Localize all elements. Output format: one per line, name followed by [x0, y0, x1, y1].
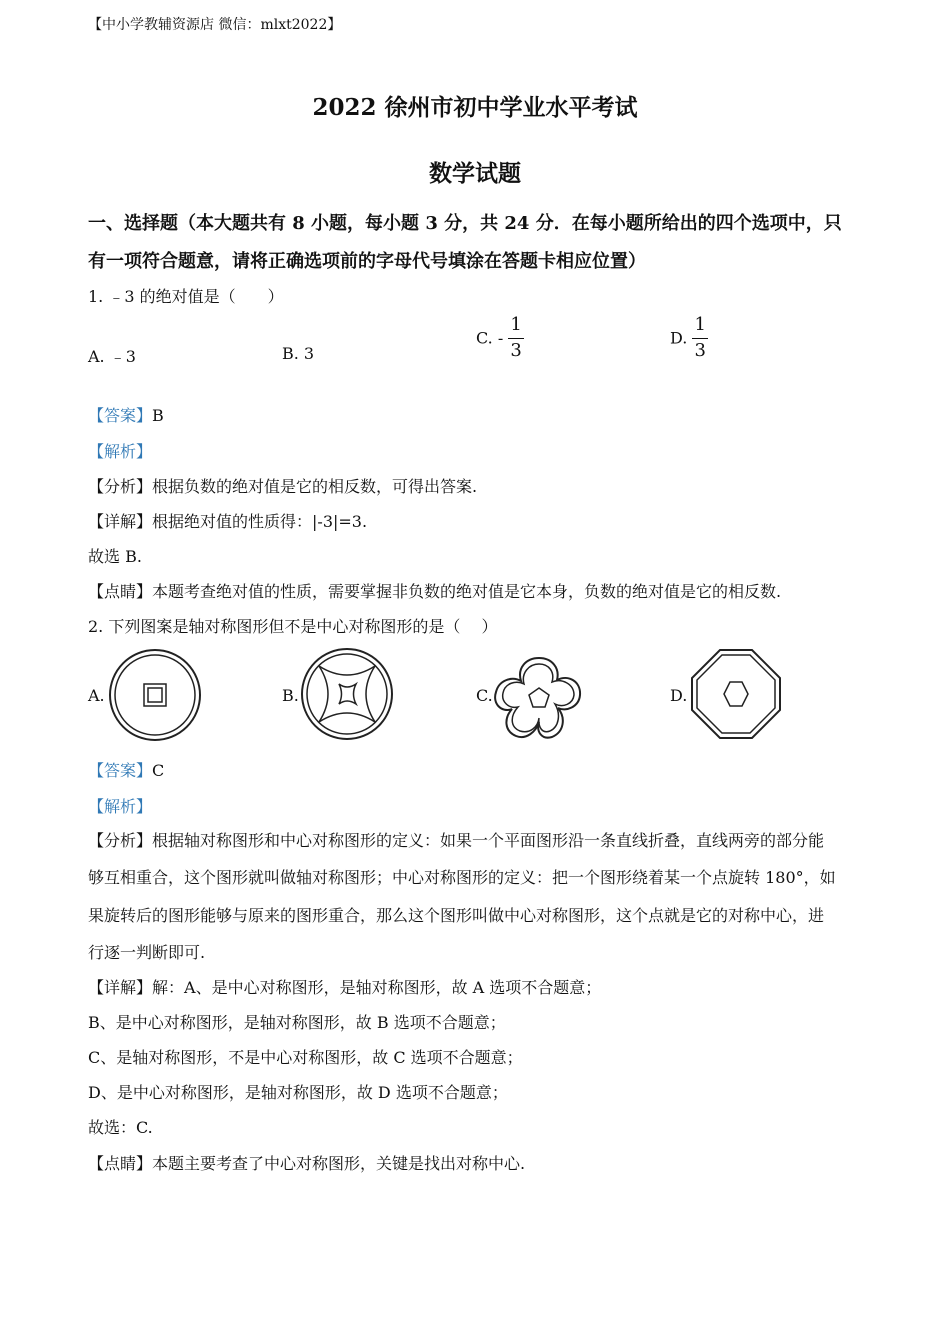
q2-fenxi-line3: 果旋转后的图形能够与原来的图形重合，那么这个图形叫做中心对称图形，这个点就是它的对称中心，进	[88, 906, 825, 925]
q2-fig-label-c: C.	[476, 686, 493, 705]
section-heading-line1: 一、选择题（本大题共有 8 小题，每小题 3 分，共 24 分．在每小题所给出的四个选项中，只	[88, 213, 842, 234]
exam-title: 2022 徐州市初中学业水平考试	[312, 94, 638, 121]
q2-xiangjie-c: C、是轴对称图形，不是中心对称图形，故 C 选项不合题意；	[88, 1048, 523, 1067]
q1-dianjing	[88, 579, 781, 602]
q2-xiangjie-a-text: 解：A、是中心对称图形，是轴对称图形，故 A 选项不合题意；	[152, 978, 602, 997]
q2-analysis-tag: 【解析】	[88, 797, 153, 816]
q1-option-d	[670, 316, 708, 360]
q1-answer-value: B	[152, 406, 164, 425]
q1-xiangjie	[88, 509, 367, 532]
q2-dianjing-tag: 【点睛】	[88, 1154, 153, 1173]
q2-xiangjie-b: B、是中心对称图形，是轴对称图形，故 B 选项不合题意；	[88, 1013, 506, 1032]
q1-option-c-denominator: 3	[510, 340, 522, 361]
q1-option-d-prefix: D.	[670, 328, 688, 348]
q2-answer	[88, 758, 164, 781]
q1-fenxi-text: 根据负数的绝对值是它的相反数，可得出答案.	[152, 477, 478, 496]
q1-option-d-fraction	[692, 316, 707, 360]
q2-fig-label-d: D.	[670, 686, 688, 705]
section-heading-line2: 有一项符合题意，请将正确选项前的字母代号填涂在答题卡相应位置）	[88, 251, 646, 272]
q2-answer-value: C	[152, 761, 165, 780]
q1-answer-tag: 【答案】	[88, 406, 153, 425]
q1-answer	[88, 403, 164, 426]
exam-subtitle: 数学试题	[429, 160, 521, 187]
q1-fenxi-tag: 【分析】	[88, 477, 153, 496]
q1-option-c-numerator: 1	[508, 316, 523, 339]
q2-dianjing-text: 本题主要考查了中心对称图形，关键是找出对称中心.	[152, 1154, 526, 1173]
q2-xiangjie-tag: 【详解】	[88, 978, 153, 997]
q2-fenxi-line4: 行逐一判断即可.	[88, 943, 206, 962]
q1-fenxi	[88, 474, 477, 497]
page-header: 【中小学教辅资源店 微信：mlxt2022】	[88, 17, 342, 33]
q2-answer-tag: 【答案】	[88, 761, 153, 780]
q1-dianjing-tag: 【点睛】	[88, 582, 153, 601]
q1-option-a: A. ﹣3	[88, 347, 136, 366]
q1-conclusion: 故选 B.	[88, 547, 142, 566]
coin-curved-star-figure	[300, 646, 394, 742]
q1-option-b: B. 3	[282, 344, 315, 363]
q2-fig-label-a: A.	[88, 686, 105, 705]
q1-xiangjie-text: 根据绝对值的性质得：|-3|=3.	[152, 512, 368, 531]
q2-xiangjie-d: D、是中心对称图形，是轴对称图形，故 D 选项不合题意；	[88, 1083, 508, 1102]
q2-fenxi-line1	[88, 828, 824, 851]
q2-fig-label-b: B.	[282, 686, 299, 705]
q2-conclusion: 故选：C.	[88, 1118, 153, 1137]
q1-stem: 1. ﹣3 的绝对值是（ ）	[88, 287, 284, 306]
q1-option-d-denominator: 3	[694, 340, 706, 361]
q1-dianjing-text: 本题考查绝对值的性质，需要掌握非负数的绝对值是它本身，负数的绝对值是它的相反数.	[152, 582, 782, 601]
q2-fenxi-text1: 根据轴对称图形和中心对称图形的定义：如果一个平面图形沿一条直线折叠，直线两旁的部分能	[152, 831, 825, 850]
q1-option-c	[476, 316, 524, 360]
coin-square-hole-figure	[108, 648, 202, 742]
q2-xiangjie-a	[88, 975, 601, 998]
q2-fenxi-tag: 【分析】	[88, 831, 153, 850]
q2-stem: 2. 下列图案是轴对称图形但不是中心对称图形的是（ ）	[88, 617, 498, 636]
q1-option-c-fraction	[508, 316, 523, 360]
q1-option-d-numerator: 1	[692, 316, 707, 339]
q1-analysis-tag: 【解析】	[88, 442, 153, 461]
q1-xiangjie-tag: 【详解】	[88, 512, 153, 531]
q2-dianjing	[88, 1151, 525, 1174]
octagon-hexagon-figure	[690, 648, 782, 740]
flower-pentagon-figure	[494, 652, 584, 742]
q1-option-c-prefix: C. -	[476, 328, 504, 348]
q2-fenxi-line2: 够互相重合，这个图形就叫做轴对称图形；中心对称图形的定义：把一个图形绕着某一个点旋转 180°，如	[88, 868, 836, 887]
